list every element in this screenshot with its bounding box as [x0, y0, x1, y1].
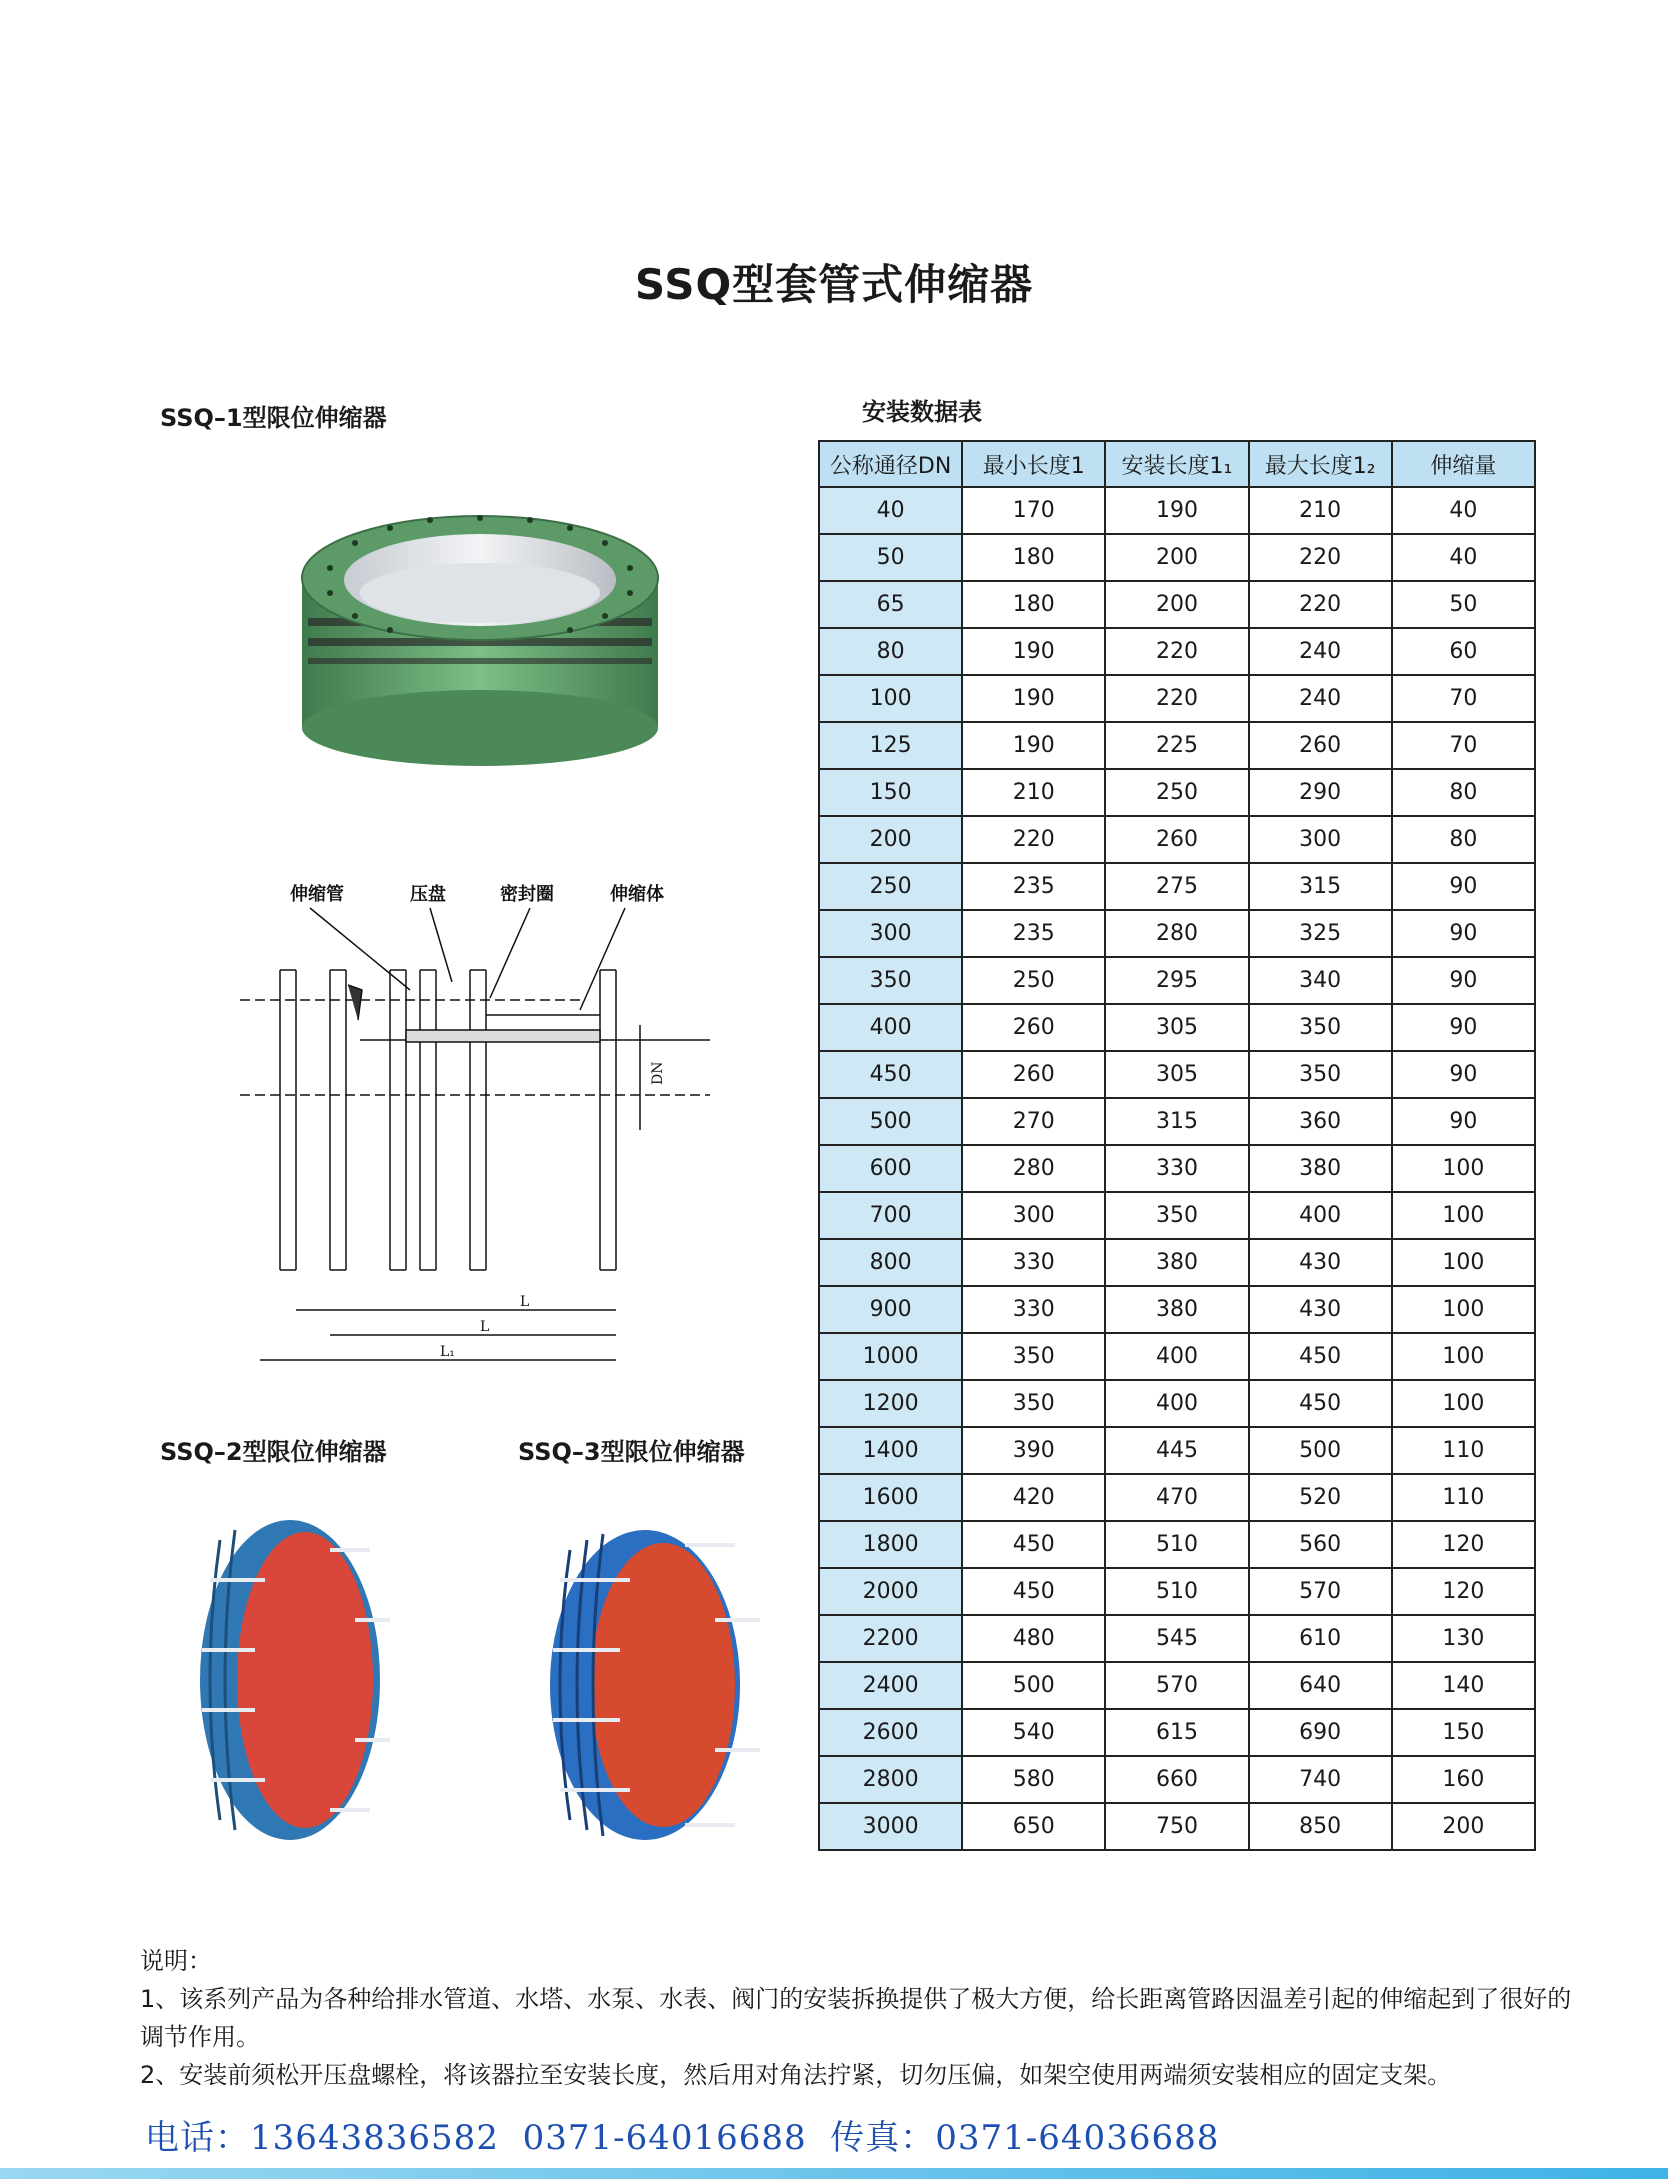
cell-dn: 40 [819, 487, 962, 534]
cell-min-length: 390 [962, 1427, 1105, 1474]
cell-dn: 100 [819, 675, 962, 722]
cell-expansion: 100 [1392, 1286, 1535, 1333]
cell-max-length: 610 [1249, 1615, 1392, 1662]
diagram-dim-l: L [520, 1294, 530, 1310]
cell-max-length: 380 [1249, 1145, 1392, 1192]
cell-min-length: 330 [962, 1286, 1105, 1333]
table-row [819, 534, 1535, 581]
cell-expansion: 120 [1392, 1568, 1535, 1615]
cell-dn: 150 [819, 769, 962, 816]
table-row [819, 1568, 1535, 1615]
table-row [819, 1803, 1535, 1850]
cell-dn: 3000 [819, 1803, 962, 1850]
cell-install-length: 220 [1105, 675, 1248, 722]
cell-max-length: 220 [1249, 581, 1392, 628]
col-header-max-length: 最大长度1₂ [1249, 441, 1392, 487]
table-row [819, 1521, 1535, 1568]
fax-number: 0371-64036688 [935, 2118, 1220, 2158]
cell-install-length: 305 [1105, 1004, 1248, 1051]
cell-dn: 2400 [819, 1662, 962, 1709]
cell-max-length: 430 [1249, 1239, 1392, 1286]
cell-max-length: 240 [1249, 628, 1392, 675]
cell-expansion: 140 [1392, 1662, 1535, 1709]
cell-min-length: 180 [962, 534, 1105, 581]
diagram-label-gland: 压盘 [410, 884, 446, 905]
col-header-dn: 公称通径DN [819, 441, 962, 487]
cell-max-length: 350 [1249, 1051, 1392, 1098]
cell-install-length: 225 [1105, 722, 1248, 769]
cell-min-length: 580 [962, 1756, 1105, 1803]
table-row [819, 769, 1535, 816]
table-row [819, 628, 1535, 675]
cell-max-length: 640 [1249, 1662, 1392, 1709]
cell-min-length: 190 [962, 628, 1105, 675]
cell-min-length: 270 [962, 1098, 1105, 1145]
ssq3-label: SSQ–3型限位伸缩器 [518, 1438, 745, 1466]
cell-min-length: 350 [962, 1380, 1105, 1427]
diagram-label-tube: 伸缩管 [290, 884, 344, 905]
cell-expansion: 100 [1392, 1192, 1535, 1239]
cell-min-length: 170 [962, 487, 1105, 534]
cell-expansion: 70 [1392, 675, 1535, 722]
table-row [819, 1380, 1535, 1427]
cell-expansion: 90 [1392, 863, 1535, 910]
cell-install-length: 295 [1105, 957, 1248, 1004]
cell-install-length: 470 [1105, 1474, 1248, 1521]
notes-heading: 说明： [140, 1947, 212, 1975]
cell-dn: 800 [819, 1239, 962, 1286]
table-row [819, 1615, 1535, 1662]
cell-max-length: 360 [1249, 1098, 1392, 1145]
cell-dn: 1400 [819, 1427, 962, 1474]
cell-install-length: 545 [1105, 1615, 1248, 1662]
cell-install-length: 350 [1105, 1192, 1248, 1239]
cell-min-length: 420 [962, 1474, 1105, 1521]
table-header-row [819, 441, 1535, 487]
cell-min-length: 260 [962, 1004, 1105, 1051]
cell-install-length: 750 [1105, 1803, 1248, 1850]
cell-install-length: 275 [1105, 863, 1248, 910]
cell-max-length: 315 [1249, 863, 1392, 910]
cell-dn: 2000 [819, 1568, 962, 1615]
cell-dn: 300 [819, 910, 962, 957]
diagram-dim-l1: L₁ [440, 1344, 455, 1360]
cell-max-length: 570 [1249, 1568, 1392, 1615]
ssq3-product-image [535, 1520, 765, 1850]
cell-install-length: 400 [1105, 1380, 1248, 1427]
cell-install-length: 305 [1105, 1051, 1248, 1098]
cell-expansion: 90 [1392, 1098, 1535, 1145]
notes-section [140, 1942, 1580, 2094]
cell-dn: 500 [819, 1098, 962, 1145]
cell-expansion: 40 [1392, 534, 1535, 581]
cell-expansion: 100 [1392, 1380, 1535, 1427]
ssq2-product-image [180, 1510, 400, 1850]
cell-dn: 250 [819, 863, 962, 910]
tel-number: 0371-64016688 [522, 2118, 807, 2158]
cell-expansion: 90 [1392, 1051, 1535, 1098]
table-row [819, 581, 1535, 628]
cell-min-length: 235 [962, 910, 1105, 957]
cell-expansion: 90 [1392, 1004, 1535, 1051]
ssq2-label: SSQ–2型限位伸缩器 [160, 1438, 387, 1466]
cell-expansion: 150 [1392, 1709, 1535, 1756]
cell-expansion: 90 [1392, 910, 1535, 957]
cell-dn: 350 [819, 957, 962, 1004]
table-row [819, 1662, 1535, 1709]
cell-dn: 1000 [819, 1333, 962, 1380]
cell-min-length: 190 [962, 675, 1105, 722]
cell-install-length: 330 [1105, 1145, 1248, 1192]
cell-max-length: 220 [1249, 534, 1392, 581]
cell-min-length: 300 [962, 1192, 1105, 1239]
cell-install-length: 570 [1105, 1662, 1248, 1709]
cell-max-length: 300 [1249, 816, 1392, 863]
cell-max-length: 350 [1249, 1004, 1392, 1051]
cell-max-length: 450 [1249, 1333, 1392, 1380]
phone-label: 电话： [145, 2118, 250, 2158]
cell-min-length: 650 [962, 1803, 1105, 1850]
cell-install-length: 260 [1105, 816, 1248, 863]
cell-expansion: 90 [1392, 957, 1535, 1004]
cell-expansion: 100 [1392, 1239, 1535, 1286]
cell-max-length: 560 [1249, 1521, 1392, 1568]
cell-expansion: 40 [1392, 487, 1535, 534]
cell-dn: 1800 [819, 1521, 962, 1568]
cell-min-length: 220 [962, 816, 1105, 863]
cell-min-length: 190 [962, 722, 1105, 769]
cell-install-length: 315 [1105, 1098, 1248, 1145]
cell-install-length: 200 [1105, 581, 1248, 628]
page-title: SSQ型套管式伸缩器 [634, 260, 1034, 309]
cell-install-length: 660 [1105, 1756, 1248, 1803]
cell-dn: 1200 [819, 1380, 962, 1427]
table-row [819, 1192, 1535, 1239]
cell-dn: 2200 [819, 1615, 962, 1662]
cell-min-length: 210 [962, 769, 1105, 816]
diagram-dim-l-mid: L [480, 1319, 490, 1335]
table-row [819, 1709, 1535, 1756]
table-row [819, 675, 1535, 722]
table-row [819, 1145, 1535, 1192]
diagram-dim-dn: DN [650, 1061, 666, 1085]
table-row [819, 1756, 1535, 1803]
cell-dn: 200 [819, 816, 962, 863]
cell-dn: 50 [819, 534, 962, 581]
cell-max-length: 740 [1249, 1756, 1392, 1803]
cell-min-length: 280 [962, 1145, 1105, 1192]
cell-max-length: 450 [1249, 1380, 1392, 1427]
table-row [819, 1286, 1535, 1333]
cell-expansion: 80 [1392, 816, 1535, 863]
cell-max-length: 400 [1249, 1192, 1392, 1239]
cell-min-length: 500 [962, 1662, 1105, 1709]
table-row [819, 816, 1535, 863]
cell-min-length: 450 [962, 1568, 1105, 1615]
cell-max-length: 850 [1249, 1803, 1392, 1850]
cell-install-length: 190 [1105, 487, 1248, 534]
cell-expansion: 110 [1392, 1427, 1535, 1474]
cell-max-length: 340 [1249, 957, 1392, 1004]
cell-min-length: 250 [962, 957, 1105, 1004]
cell-min-length: 260 [962, 1051, 1105, 1098]
ssq1-section-diagram [230, 870, 710, 1370]
cell-expansion: 120 [1392, 1521, 1535, 1568]
table-row [819, 1333, 1535, 1380]
cell-max-length: 690 [1249, 1709, 1392, 1756]
cell-expansion: 50 [1392, 581, 1535, 628]
cell-min-length: 235 [962, 863, 1105, 910]
notes-item-2: 2、安装前须松开压盘螺栓，将该器拉至安装长度，然后用对角法拧紧，切勿压偏，如架空使用两端须安装相应的固定支架。 [140, 2061, 1452, 2089]
cell-max-length: 290 [1249, 769, 1392, 816]
cell-install-length: 400 [1105, 1333, 1248, 1380]
cell-install-length: 280 [1105, 910, 1248, 957]
table-row [819, 1051, 1535, 1098]
cell-dn: 450 [819, 1051, 962, 1098]
cell-max-length: 500 [1249, 1427, 1392, 1474]
cell-max-length: 520 [1249, 1474, 1392, 1521]
cell-dn: 2600 [819, 1709, 962, 1756]
cell-install-length: 510 [1105, 1568, 1248, 1615]
cell-max-length: 325 [1249, 910, 1392, 957]
phone-number: 13643836582 [250, 2118, 499, 2158]
table-row [819, 957, 1535, 1004]
cell-dn: 700 [819, 1192, 962, 1239]
cell-dn: 2800 [819, 1756, 962, 1803]
cell-expansion: 200 [1392, 1803, 1535, 1850]
cell-dn: 900 [819, 1286, 962, 1333]
cell-dn: 125 [819, 722, 962, 769]
table-row [819, 910, 1535, 957]
cell-install-length: 380 [1105, 1286, 1248, 1333]
ssq1-product-image [290, 498, 670, 778]
cell-max-length: 430 [1249, 1286, 1392, 1333]
table-title: 安装数据表 [862, 398, 982, 426]
col-header-install-length: 安装长度1₁ [1105, 441, 1248, 487]
cell-install-length: 510 [1105, 1521, 1248, 1568]
cell-min-length: 450 [962, 1521, 1105, 1568]
cell-install-length: 445 [1105, 1427, 1248, 1474]
cell-dn: 600 [819, 1145, 962, 1192]
table-row [819, 1098, 1535, 1145]
cell-min-length: 350 [962, 1333, 1105, 1380]
ssq1-label: SSQ–1型限位伸缩器 [160, 404, 387, 432]
cell-expansion: 60 [1392, 628, 1535, 675]
cell-min-length: 180 [962, 581, 1105, 628]
cell-expansion: 160 [1392, 1756, 1535, 1803]
cell-dn: 1600 [819, 1474, 962, 1521]
diagram-label-seal: 密封圈 [500, 884, 554, 905]
cell-expansion: 110 [1392, 1474, 1535, 1521]
table-row [819, 487, 1535, 534]
cell-dn: 80 [819, 628, 962, 675]
table-row [819, 1474, 1535, 1521]
table-row [819, 722, 1535, 769]
bottom-accent-bar [0, 2168, 1668, 2179]
table-row [819, 1004, 1535, 1051]
cell-min-length: 480 [962, 1615, 1105, 1662]
cell-expansion: 100 [1392, 1333, 1535, 1380]
col-header-min-length: 最小长度1 [962, 441, 1105, 487]
cell-dn: 400 [819, 1004, 962, 1051]
cell-install-length: 220 [1105, 628, 1248, 675]
col-header-expansion: 伸缩量 [1392, 441, 1535, 487]
fax-label: 传真： [830, 2118, 936, 2158]
table-row [819, 1427, 1535, 1474]
cell-dn: 65 [819, 581, 962, 628]
table-row [819, 1239, 1535, 1286]
cell-install-length: 200 [1105, 534, 1248, 581]
cell-expansion: 80 [1392, 769, 1535, 816]
cell-install-length: 380 [1105, 1239, 1248, 1286]
table-row [819, 863, 1535, 910]
contact-line [145, 2110, 1219, 2159]
cell-install-length: 615 [1105, 1709, 1248, 1756]
cell-max-length: 240 [1249, 675, 1392, 722]
cell-expansion: 100 [1392, 1145, 1535, 1192]
install-data-table [818, 440, 1536, 1851]
cell-expansion: 70 [1392, 722, 1535, 769]
cell-min-length: 540 [962, 1709, 1105, 1756]
notes-item-1: 1、该系列产品为各种给排水管道、水塔、水泵、水表、阀门的安装拆换提供了极大方便，给长距离管路因温差引起的伸缩起到了很好的调节作用。 [140, 1985, 1572, 2051]
cell-install-length: 250 [1105, 769, 1248, 816]
cell-max-length: 260 [1249, 722, 1392, 769]
cell-min-length: 330 [962, 1239, 1105, 1286]
cell-max-length: 210 [1249, 487, 1392, 534]
diagram-label-body: 伸缩体 [610, 884, 664, 905]
cell-expansion: 130 [1392, 1615, 1535, 1662]
